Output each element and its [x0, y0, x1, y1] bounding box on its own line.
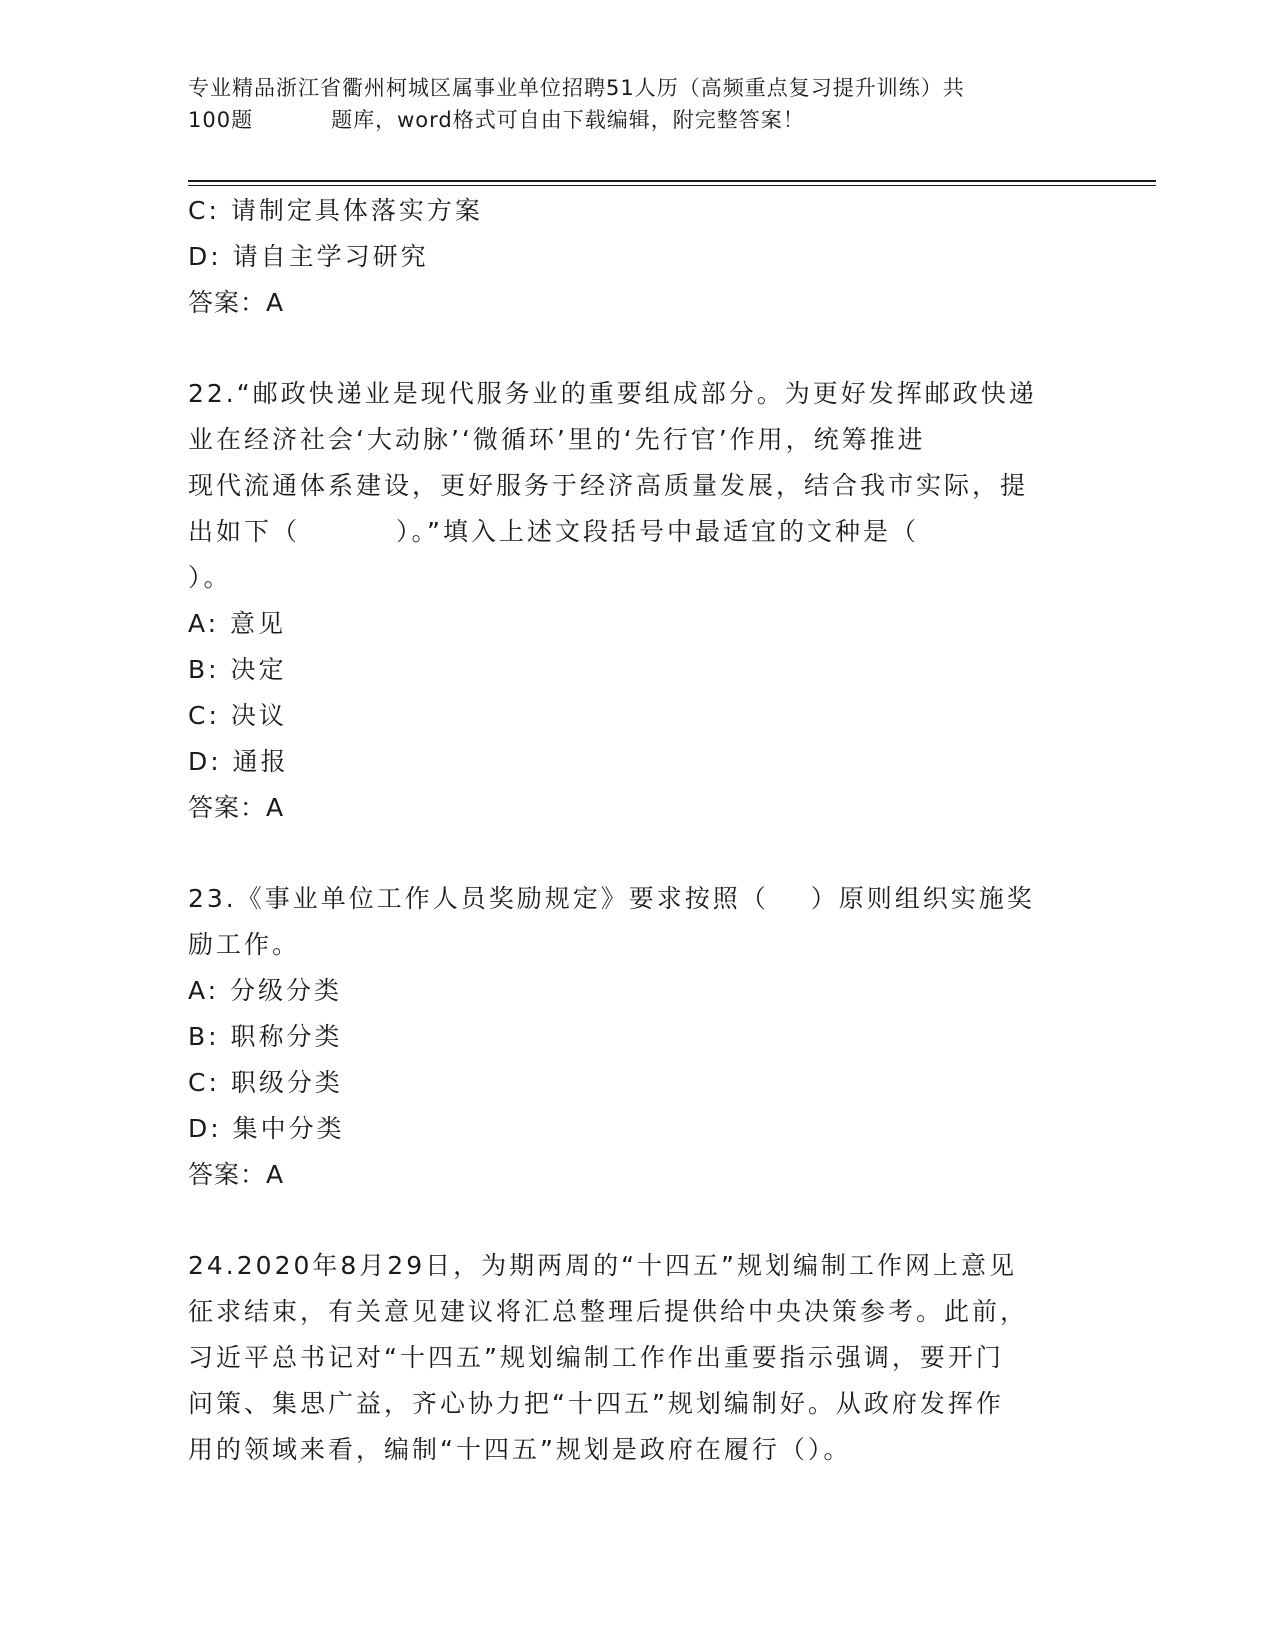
- question-text-line: 征求结束，有关意见建议将汇总整理后提供给中央决策参考。此前，: [188, 1297, 1029, 1326]
- header-divider-thick: [188, 180, 1156, 182]
- question-23: [188, 876, 1088, 1198]
- answer-line: 答案：A: [188, 793, 285, 822]
- option-a: A: 分级分类: [188, 976, 343, 1005]
- answer-line: 答案：A: [188, 1160, 285, 1189]
- option-a: A: 意见: [188, 609, 287, 638]
- option-c: C: 请制定具体落实方案: [188, 196, 483, 225]
- option-d: D: 请自主学习研究: [188, 242, 429, 271]
- question-text-line: 现代流通体系建设，更好服务于经济高质量发展，结合我市实际，提: [188, 471, 1029, 500]
- header-divider-thin: [188, 185, 1156, 186]
- option-d: D: 集中分类: [188, 1114, 345, 1143]
- option-d: D: 通报: [188, 747, 289, 776]
- question-text-line: 用的领域来看，编制“十四五”规划是政府在履行（）。: [188, 1435, 852, 1464]
- question-21-tail: [188, 188, 1088, 326]
- answer-line: 答案：A: [188, 288, 285, 317]
- header-description: 题库，word格式可自由下载编辑，附完整答案！: [331, 108, 805, 132]
- header-question-count: 100题: [188, 108, 254, 132]
- header-title-line-1: 专业精品浙江省衢州柯城区属事业单位招聘51人历（高频重点复习提升训练）共: [188, 76, 965, 100]
- question-text-line: 22.“邮政快递业是现代服务业的重要组成部分。为更好发挥邮政快递: [188, 379, 1037, 408]
- question-text-line: 问策、集思广益，齐心协力把“十四五”规划编制好。从政府发挥作: [188, 1389, 1004, 1418]
- header-title-line-2: [188, 104, 1088, 136]
- option-c: C: 职级分类: [188, 1068, 343, 1097]
- question-text-line: 24.2020年8月29日，为期两周的“十四五”规划编制工作网上意见: [188, 1251, 1018, 1280]
- question-text-line: 习近平总书记对“十四五”规划编制工作作出重要指示强调，要开门: [188, 1343, 1004, 1372]
- question-content: [188, 188, 1088, 1473]
- option-b: B: 决定: [188, 655, 287, 684]
- question-text-line: 23.《事业单位工作人员奖励规定》要求按照（ ）原则组织实施奖: [188, 884, 1035, 913]
- question-24: [188, 1243, 1088, 1473]
- page-header: [188, 72, 1088, 136]
- question-text-line: 业在经济社会‘大动脉’‘微循环’里的‘先行官’作用，统筹推进: [188, 425, 926, 454]
- option-b: B: 职称分类: [188, 1022, 343, 1051]
- question-22: [188, 371, 1088, 831]
- question-text-line: 出如下（ ）。”填入上述文段括号中最适宜的文种是（: [188, 517, 919, 546]
- question-text-line: ）。: [188, 563, 232, 592]
- option-c: C: 决议: [188, 701, 287, 730]
- question-text-line: 励工作。: [188, 930, 301, 959]
